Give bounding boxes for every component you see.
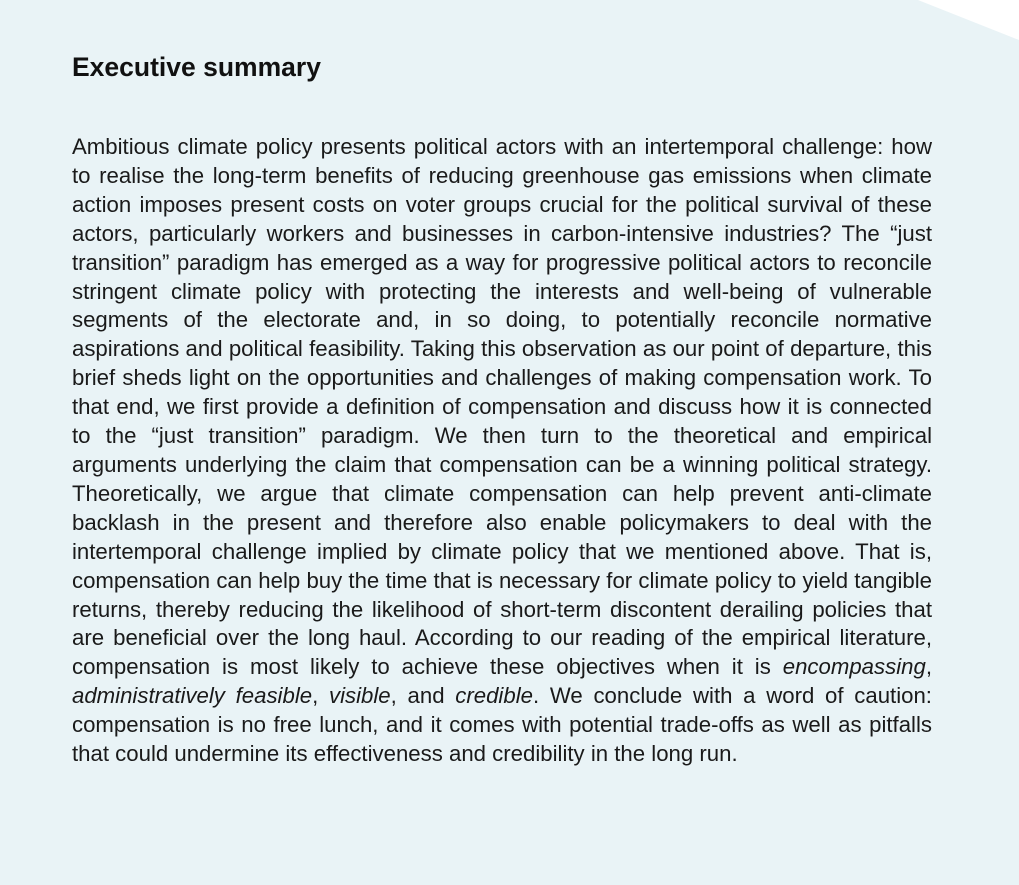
text-run: Ambitious climate policy presents political actors with an intertemporal challenge: how to realise the long-term benefits of reducing greenhouse gas emissions when climate action imposes present costs on voter groups crucial for the political survival of these actors, particularly workers and businesses in carbon-intensive industries? The “just transition” paradigm has emerged as a way for progressive political actors to reconcile stringent climate policy with protecting the interests and well-being of vulnerable segments of the electorate and, in so doing, to potentially reconcile normative aspirations and political feasibility. Taking this observation as our point of departure, this brief sheds light on the opportunities and challenges of making compensation work. To that end, we first provide a definition of compensation and discuss how it is connected to the “just transition” paradigm. We then turn to the theoretical and empirical arguments underlying the claim that compensation can be a winning political strategy. Theoretically, we argue that climate compensation can help prevent anti-climate backlash in the present and therefore also enable policymakers to deal with the intertemporal challenge implied by climate policy that we mentioned above. That is, compensation can help buy the time that is necessary for climate policy to yield tangible returns, thereby reducing the likelihood of short-term discontent derailing policies that are beneficial over the long haul. According to our reading of the empirical literature, compensation is most likely to achieve these objectives when it is: [72, 134, 932, 680]
emphasis-administratively-feasible: administratively feasible: [72, 683, 313, 709]
emphasis-encompassing: encompassing: [782, 654, 926, 680]
text-run: , and: [390, 683, 456, 709]
summary-paragraph: [72, 133, 932, 769]
text-run: ,: [312, 683, 329, 709]
section-heading: Executive summary: [72, 52, 321, 82]
text-run: ,: [925, 654, 932, 680]
document-body: [72, 50, 932, 769]
text-run: . We conclude with a word of caution: compensation is no free lunch, and it comes with potential trade-offs as well as pitfalls that could undermine its effectiveness and credibility in the long run.: [72, 683, 932, 767]
emphasis-credible: credible: [455, 683, 533, 709]
emphasis-visible: visible: [328, 683, 391, 709]
